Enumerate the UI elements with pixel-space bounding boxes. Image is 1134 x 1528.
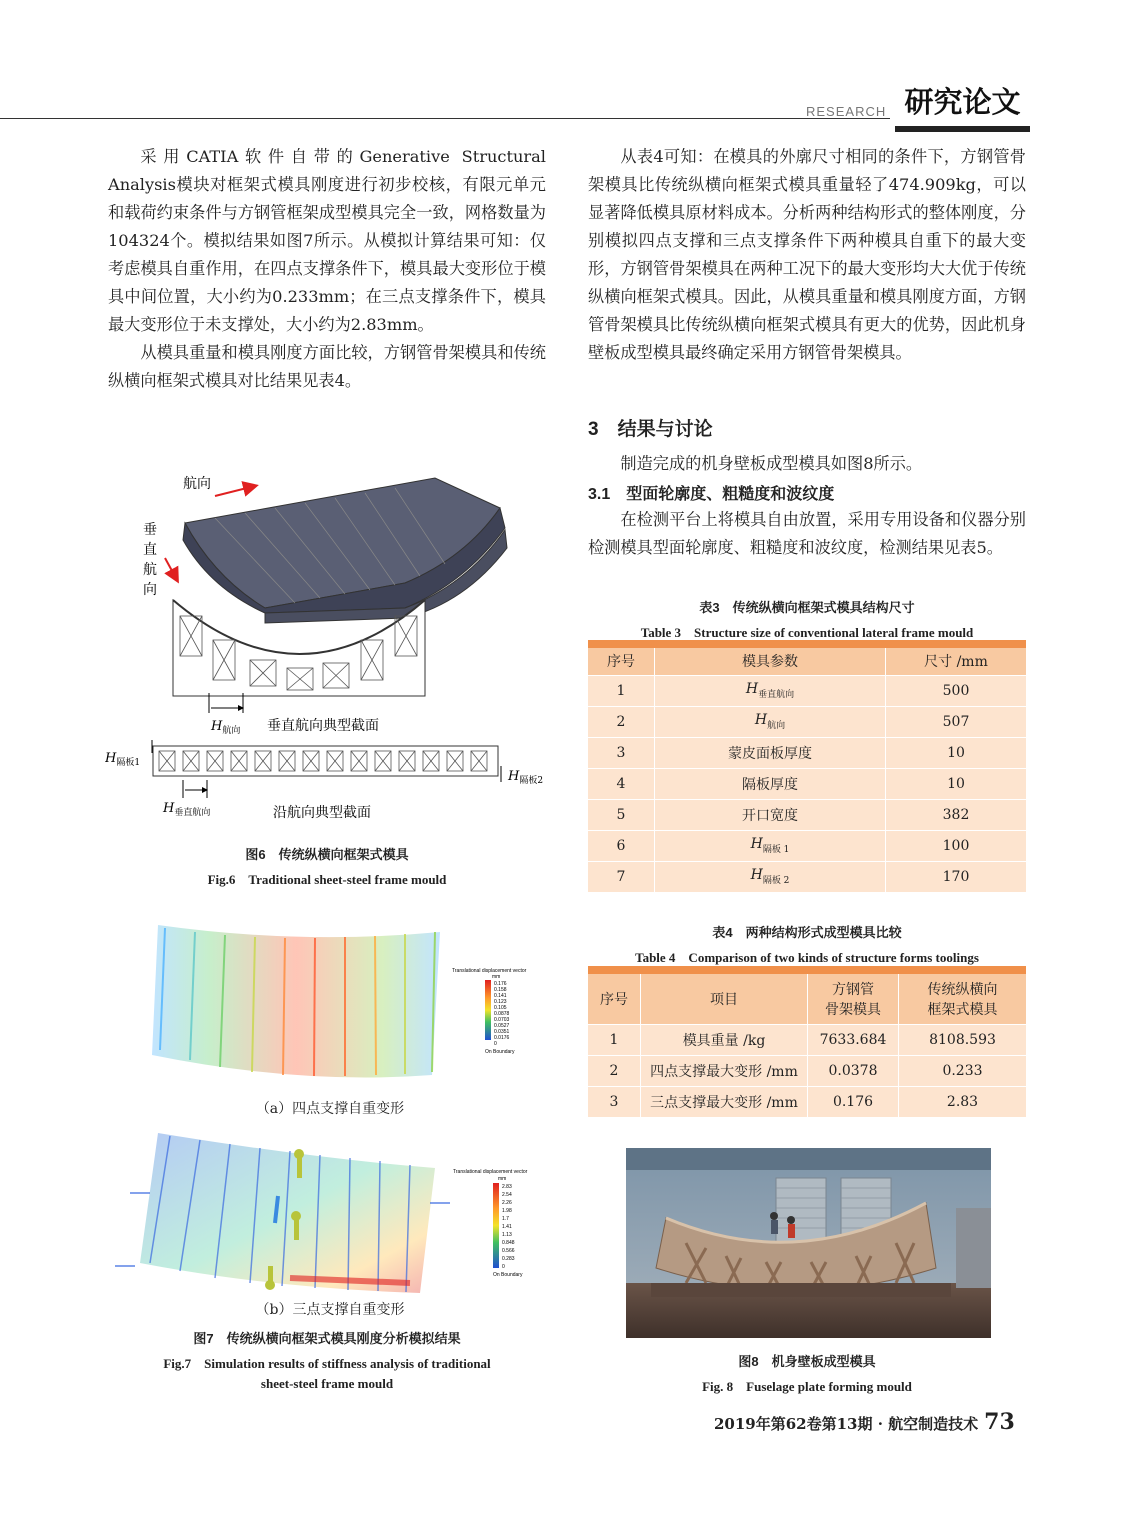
fig7-caption-en2: sheet-steel frame mould (260, 1376, 394, 1391)
fig8-caption-en: Fig. 8 Fuselage plate forming mould (702, 1379, 912, 1394)
fig7-caption-zh: 图7 传统纵横向框架式模具刚度分析模拟结果 (193, 1331, 461, 1346)
table-row (588, 1086, 1026, 1117)
table-row (588, 675, 1026, 706)
table-cell: $H_{隔板 2}$ (655, 861, 886, 892)
left-paragraph-2: 从模具重量和模具刚度方面比较，方钢管骨架模具和传统纵横向框架式模具对比结果见表4。 (108, 343, 546, 390)
fig6-section2-label: 沿航向典型截面 (273, 805, 371, 821)
table-row (588, 861, 1026, 892)
svg-text:0.566: 0.566 (502, 1248, 515, 1254)
fig6-caption-zh: 图6 传统纵横向框架式模具 (245, 847, 409, 862)
fig7b-legend-values (502, 1184, 515, 1270)
table-cell: 382 (886, 799, 1027, 830)
table4-caption (588, 922, 1026, 966)
fig7-caption (108, 1328, 546, 1392)
table-cell: 7633.684 (808, 1024, 899, 1055)
table-row (588, 1024, 1026, 1055)
fig6-section1-label: 垂直航向典型截面 (267, 718, 379, 734)
svg-text:0: 0 (494, 1041, 497, 1047)
table-cell: 2.83 (899, 1086, 1027, 1117)
table-cell: 2 (588, 706, 655, 737)
table-cell: 2 (588, 1055, 641, 1086)
right-paragraph-1: 从表4可知：在模具的外廓尺寸相同的条件下，方钢管骨架模具比传统纵横向框架式模具重量轻了474.909kg，可以显著降低模具原材料成本。分析两种结构形式的整体刚度，分别模拟四点支撑和三点支撑条件下两种模具自重下的最大变形，方钢管骨架模具在两种工况下的最大变形均大大优于传统纵横向框架式模具。因此，从模具重量和模具刚度方面，方钢管骨架模具比传统纵横向框架式模具有更大的优势，因此机身壁板成型模具最终确定采用方钢管骨架模具。 (588, 147, 1026, 362)
section-3-heading: 3 结果与讨论 (588, 419, 713, 440)
table4-header-row (588, 970, 1026, 1024)
fig6-h-cz: $H_{垂直航向}$ (163, 801, 211, 818)
table-cell: 100 (886, 830, 1027, 861)
svg-text:1.98: 1.98 (502, 1208, 512, 1214)
svg-text:2.54: 2.54 (502, 1192, 512, 1198)
table-row (588, 830, 1026, 861)
fig6-caption-en: Fig.6 Traditional sheet-steel frame mould (207, 872, 447, 887)
svg-text:0.123: 0.123 (494, 999, 507, 1005)
right-paragraph-3-wrap (588, 506, 1026, 562)
table-cell: $H_{垂直航向}$ (655, 675, 886, 706)
table-cell: 开口宽度 (655, 799, 886, 830)
right-paragraph-2: 制造完成的机身壁板成型模具如图8所示。 (620, 454, 923, 473)
svg-text:1.41: 1.41 (502, 1224, 512, 1230)
table-cell: 5 (588, 799, 655, 830)
svg-text:0.141: 0.141 (494, 993, 507, 999)
svg-text:垂: 垂 (143, 522, 157, 538)
fig7b-sublabel: （b）三点支撑自重变形 (255, 1302, 405, 1318)
svg-text:0.0176: 0.0176 (494, 1035, 510, 1041)
fig7b-plot (110, 1128, 550, 1298)
fig7a-legend-unit: mm (492, 974, 501, 980)
table4-header-cell: 项目 (641, 970, 808, 1024)
right-column (588, 143, 1026, 367)
fig8-caption (588, 1351, 1026, 1395)
right-paragraph-2-wrap (588, 450, 1026, 478)
table-cell: 6 (588, 830, 655, 861)
fig7b-legend-title: Translational displacement vector (453, 1169, 528, 1175)
svg-text:0.0351: 0.0351 (494, 1029, 510, 1035)
fig6-drawing (105, 468, 555, 838)
svg-text:直: 直 (143, 542, 157, 558)
svg-text:向: 向 (143, 582, 157, 598)
fig6-h-hang: $H_{航向}$ (211, 719, 241, 736)
table-cell: 10 (886, 768, 1027, 799)
fig7a-legend-title: Translational displacement vector (452, 968, 527, 974)
table-cell: 三点支撑最大变形 /mm (641, 1086, 808, 1117)
svg-text:0.848: 0.848 (502, 1240, 515, 1246)
svg-text:2.26: 2.26 (502, 1200, 512, 1206)
fig7b-on-boundary: On Boundary (493, 1272, 523, 1278)
table-cell: 3 (588, 1086, 641, 1117)
table4-header-cell: 序号 (588, 970, 641, 1024)
fig7a-legend-values (494, 981, 510, 1047)
section-3-1-heading: 3.1 型面轮廓度、粗糙度和波纹度 (588, 486, 835, 503)
table-cell: 4 (588, 768, 655, 799)
table4-caption-zh: 表4 两种结构形式成型模具比较 (712, 925, 902, 940)
table-row (588, 706, 1026, 737)
table-row (588, 799, 1026, 830)
table-cell: 四点支撑最大变形 /mm (641, 1055, 808, 1086)
header-title: 研究论文 (895, 82, 1030, 132)
table-cell: 0.176 (808, 1086, 899, 1117)
left-column (108, 143, 546, 395)
table3-caption-zh: 表3 传统纵横向框架式模具结构尺寸 (699, 600, 915, 615)
svg-text:0.283: 0.283 (502, 1256, 515, 1262)
table3-header-row (588, 644, 1026, 675)
right-paragraph-3: 在检测平台上将模具自由放置，采用专用设备和仪器分别检测模具型面轮廓度、粗糙度和波纹度，检测结果见表5。 (588, 510, 1026, 557)
fig7b-legend-unit: mm (498, 1176, 507, 1182)
table4-caption-en: Table 4 Comparison of two kinds of structure forms toolings (635, 950, 979, 965)
fig8-caption-zh: 图8 机身壁板成型模具 (738, 1354, 876, 1369)
fig7a-on-boundary: On Boundary (485, 1049, 515, 1055)
table-cell: 0.233 (899, 1055, 1027, 1086)
fig8-photo (626, 1148, 991, 1338)
table3-header-cell: 模具参数 (655, 644, 886, 675)
fig7-caption-en1: Fig.7 Simulation results of stiffness analysis of traditional (163, 1356, 491, 1371)
svg-text:航: 航 (143, 562, 157, 578)
table4 (588, 966, 1026, 1118)
left-paragraph-1: 采用CATIA软件自带的Generative Structural Analysis模块对框架式模具刚度进行初步校核，有限元单元和载荷约束条件与方钢管框架成型模具完全一致，网格数量为104324个。模拟结果如图7所示。从模拟计算结果可知：仅考虑模具自重作用，在四点支撑条件下，模具最大变形位于模具中间位置，大小约为0.233mm；在三点支撑条件下，模具最大变形位于未支撑处，大小约为2.83mm。 (108, 147, 546, 334)
table3-header-cell: 序号 (588, 644, 655, 675)
fig6-hang-label: 航向 (183, 476, 211, 492)
table-cell: 3 (588, 737, 655, 768)
fig6-vert-label (143, 522, 157, 598)
table-cell: 1 (588, 675, 655, 706)
table-cell: $H_{航向}$ (655, 706, 886, 737)
table4-header-cell: 方钢管 骨架模具 (808, 970, 899, 1024)
svg-text:0.105: 0.105 (494, 1005, 507, 1011)
table-cell: 8108.593 (899, 1024, 1027, 1055)
table-cell: 1 (588, 1024, 641, 1055)
svg-text:0: 0 (502, 1264, 505, 1270)
table-cell: 7 (588, 861, 655, 892)
svg-text:0.176: 0.176 (494, 981, 507, 987)
footer-journal: 2019年第62卷第13期 · 航空制造技术 (714, 1415, 979, 1433)
svg-text:0.0878: 0.0878 (494, 1011, 510, 1017)
fig6-h-ge1: $H_{隔板1}$ (105, 751, 141, 768)
svg-text:0.0703: 0.0703 (494, 1017, 510, 1023)
svg-text:2.83: 2.83 (502, 1184, 512, 1190)
table3 (588, 640, 1026, 893)
table3-header-cell: 尺寸 /mm (886, 644, 1027, 675)
fig7a-plot (140, 920, 540, 1095)
svg-text:1.7: 1.7 (502, 1216, 509, 1222)
page-number: 73 (984, 1409, 1015, 1435)
svg-text:0.0527: 0.0527 (494, 1023, 510, 1029)
table-row (588, 1055, 1026, 1086)
table-cell: 170 (886, 861, 1027, 892)
table-cell: 0.0378 (808, 1055, 899, 1086)
table-cell: 隔板厚度 (655, 768, 886, 799)
table3-caption-en: Table 3 Structure size of conventional lateral frame mould (640, 625, 974, 640)
table-row (588, 737, 1026, 768)
table-cell: 500 (886, 675, 1027, 706)
table-cell: 10 (886, 737, 1027, 768)
fig6-caption (108, 844, 546, 888)
table-cell: 模具重量 /kg (641, 1024, 808, 1055)
table-cell: $H_{隔板 1}$ (655, 830, 886, 861)
svg-text:0.158: 0.158 (494, 987, 507, 993)
table-cell: 蒙皮面板厚度 (655, 737, 886, 768)
table-row (588, 768, 1026, 799)
table4-header-cell: 传统纵横向 框架式模具 (899, 970, 1027, 1024)
table-cell: 507 (886, 706, 1027, 737)
header-research: RESEARCH (806, 104, 887, 119)
table3-caption (588, 597, 1026, 641)
svg-text:1.13: 1.13 (502, 1232, 512, 1238)
header-rule (0, 118, 890, 119)
fig7a-sublabel: （a）四点支撑自重变形 (255, 1101, 405, 1117)
fig6-h-ge2: $H_{隔板2}$ (508, 769, 544, 786)
page-footer (714, 1409, 1015, 1435)
